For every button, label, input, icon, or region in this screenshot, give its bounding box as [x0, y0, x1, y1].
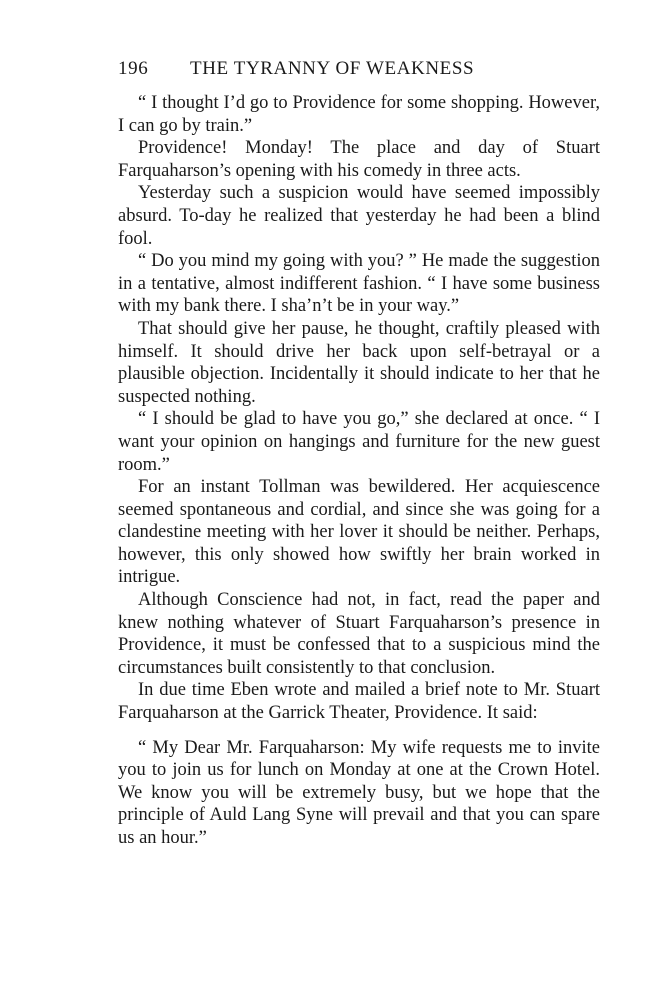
- paragraph: In due time Eben wrote and mailed a brief note to Mr. Stuart Farquaharson at the Garrick Theater, Providence. It said:: [118, 680, 600, 724]
- paragraph: Yesterday such a suspicion would have seemed impossibly absurd. To-day he realized that yesterday he had been a blind fool.: [118, 183, 600, 249]
- body-text: [118, 92, 600, 850]
- paragraph: For an instant Tollman was bewildered. Her acquiescence seemed spontaneous and cordial, and since she was going for a clandestine meeting with her lover it should be neither. Perhaps, however, this only showed how swiftly her brain worked in intrigue.: [118, 477, 600, 588]
- paragraph: “ I thought I’d go to Providence for some shopping. However, I can go by train.”: [118, 93, 600, 136]
- letter-quote: “ My Dear Mr. Farquaharson: My wife requests me to invite you to join us for lunch on Monday at one at the Crown Hotel. We know you will be extremely busy, but we hope that the principle of Auld Lang Syne will prevail and that you can spare us an hour.”: [118, 737, 600, 848]
- paragraph: “ I should be glad to have you go,” she declared at once. “ I want your opinion on hangings and furniture for the new guest room.”: [118, 409, 600, 475]
- running-head: [118, 58, 600, 80]
- paragraph: “ Do you mind my going with you? ” He made the suggestion in a tentative, almost indifferent fashion. “ I have some business with my bank there. I sha’n’t be in your way.”: [118, 251, 600, 317]
- paragraph: That should give her pause, he thought, craftily pleased with himself. It should drive her back upon self-betrayal or a plausible objection. Incidentally it should indicate to her that he suspected nothing.: [118, 318, 600, 407]
- book-page: [118, 58, 600, 850]
- paragraph: Although Conscience had not, in fact, read the paper and knew nothing whatever of Stuart Farquaharson’s presence in Providence, it must be confessed that to a suspicious mind the circumstances built consistently to that conclusion.: [118, 590, 600, 678]
- page-number: 196: [118, 58, 149, 79]
- paragraph: Providence! Monday! The place and day of Stuart Farquaharson’s opening with his comedy in three acts.: [118, 138, 600, 181]
- running-title: THE TYRANNY OF WEAKNESS: [190, 58, 475, 79]
